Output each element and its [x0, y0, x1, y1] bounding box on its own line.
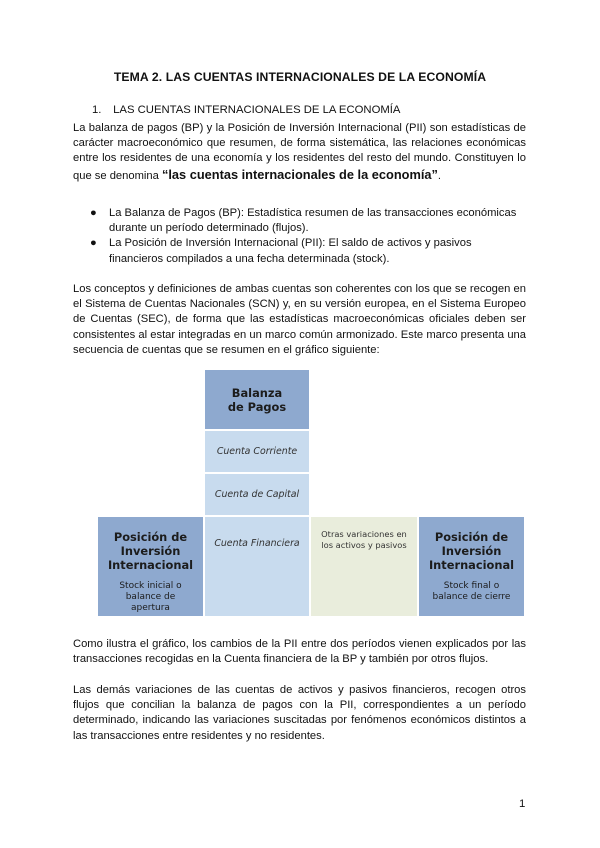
bullet-icon: ● — [90, 237, 97, 250]
paragraph-intro-end: . — [437, 169, 442, 182]
paragraph-conceptos: Los conceptos y definiciones de ambas cuentas son coherentes con los que se recogen en el Sistema de Cuentas Nacionales (SCN) y, en su versión europea, en el Sistema Europeo de Cuentas (SEC), de forma que las estadísticas macroeconómicas oficiales deben ser consistentes al estar integradas en un marco común armonizado. Este marco presenta una secuencia de cuentas que se resumen en el gráfico siguiente: — [73, 283, 526, 356]
bullet-text: La Posición de Inversión Internacional (PII): El saldo de activos y pasivos financieros compilados a una fecha determinada (stock). — [109, 237, 472, 265]
diagram-pii-inicial-sub: Stock inicial o balance de apertura — [119, 581, 182, 613]
diagram-pii-inicial — [97, 516, 204, 617]
diagram-balanza-label: Balanza de Pagos — [227, 385, 287, 414]
page-number: 1 — [519, 798, 526, 810]
diagram-pii-final-title: Posición de Inversión Internacional — [428, 530, 515, 572]
paragraph-variaciones: Las demás variaciones de las cuentas de activos y pasivos financieros, recogen otros flujos que concilian la balanza de pagos con la PII, correspondientes a un período determinado, indicando las variaciones suscitadas por fenómenos económicos distintos a las transacciones entre residentes y no residentes. — [73, 684, 526, 742]
diagram-balanza-pagos — [204, 369, 310, 430]
diagram-cuenta-corriente — [204, 430, 310, 473]
diagram-financiera-label: Cuenta Financiera — [214, 538, 300, 549]
diagram-pii-final-sub: Stock final o balance de cierre — [432, 581, 511, 602]
list-item — [88, 236, 526, 266]
page-title: TEMA 2. LAS CUENTAS INTERNACIONALES DE LA ECONOMÍA — [113, 70, 487, 84]
bullet-list — [88, 206, 526, 267]
bullet-icon: ● — [90, 207, 97, 219]
paragraph-intro-bold: “las cuentas internacionales de la economía” — [161, 166, 438, 182]
accounts-diagram — [97, 369, 525, 617]
diagram-pii-final — [418, 516, 525, 617]
section-heading — [92, 104, 400, 116]
diagram-otras-label: Otras variaciones en los activos y pasivos — [321, 529, 407, 550]
diagram-cuenta-financiera — [204, 516, 310, 617]
section-number: 1. — [92, 104, 102, 116]
paragraph-ilustra: Como ilustra el gráfico, los cambios de la PII entre dos períodos vienen explicados por las transacciones recogidas en la Cuenta financiera de la BP y también por otros flujos. — [73, 638, 526, 666]
paragraph-intro — [73, 121, 526, 184]
diagram-otras-variaciones — [310, 516, 418, 617]
bullet-text: La Balanza de Pagos (BP): Estadística resumen de las transacciones económicas durante un período determinado (flujos). — [109, 207, 517, 235]
paragraph-intro-text: La balanza de pagos (BP) y la Posición de Inversión Internacional (PII) son estadísticas de carácter macroeconómico que resumen, de forma sistemática, las relaciones económicas entre los residentes de una economía y los residentes del resto del mundo. Constituyen lo que se denomina — [73, 122, 526, 182]
list-item — [88, 206, 526, 236]
diagram-capital-label: Cuenta de Capital — [214, 489, 300, 500]
diagram-cuenta-capital — [204, 473, 310, 516]
diagram-corriente-label: Cuenta Corriente — [216, 446, 298, 457]
section-text: LAS CUENTAS INTERNACIONALES DE LA ECONOMÍA — [113, 104, 401, 116]
diagram-pii-inicial-title: Posición de Inversión Internacional — [107, 530, 194, 572]
